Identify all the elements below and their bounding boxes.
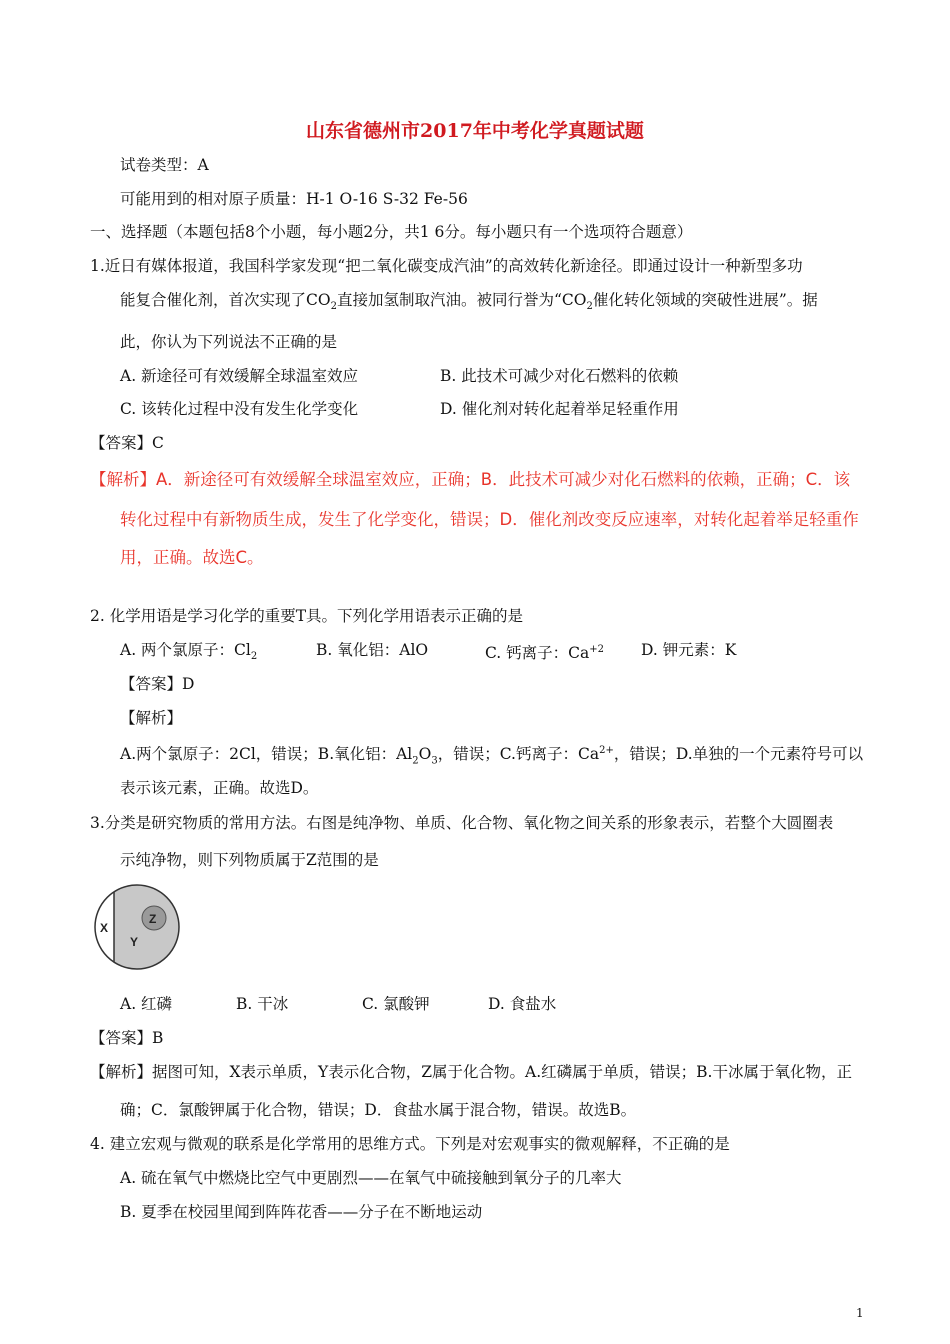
label-y: Y (130, 935, 139, 949)
section-heading: 一、选择题（本题包括8个小题，每小题2分，共1 6分。每小题只有一个选项符合题意） (90, 223, 693, 241)
q1-stem-line2: 能复合催化剂，首次实现了$CO_2$直接加氢制取汽油。被同行誉为“$CO_2$催化转化领域的突破性进展”。据 (120, 291, 818, 313)
atomic-masses: 可能用到的相对原子质量：H-1 O-16 S-32 Fe-56 (120, 190, 468, 208)
q1-option-d: D. 催化剂对转化起着举足轻重作用 (440, 400, 679, 418)
q1-stem-line3: 此，你认为下列说法不正确的是 (120, 333, 338, 351)
q3-stem-line2: 示纯净物，则下列物质属于Z范围的是 (120, 851, 379, 869)
q2-answer: 【答案】D (120, 675, 195, 693)
label-z: Z (149, 912, 157, 926)
q2-option-c: C. 钙离子：$Ca^{+2}$ (485, 644, 605, 663)
paper-type: 试卷类型：A (120, 156, 209, 174)
q1-option-b: B. 此技术可减少对化石燃料的依赖 (440, 367, 679, 385)
q1-option-c: C. 该转化过程中没有发生化学变化 (120, 400, 359, 418)
classification-diagram (92, 884, 182, 970)
q2-analysis-label: 【解析】 (120, 709, 183, 727)
label-x: X (100, 921, 109, 935)
q2-option-a: A. 两个氯原子：$Cl_2$ (120, 641, 258, 663)
q3-option-a: A. 红磷 (120, 995, 173, 1013)
q2-analysis-line1: A.两个氯原子：2Cl，错误；B.氧化铝：$Al_2O_3$，错误；C.钙离子：$Ca^{2+}$，错误；D.单独的一个元素符号可以 (120, 745, 864, 767)
q3-option-d: D. 食盐水 (488, 995, 557, 1013)
q1-option-a: A. 新途径可有效缓解全球温室效应 (120, 367, 359, 385)
q3-analysis-line2: 确；C．氯酸钾属于化合物，错误；D．食盐水属于混合物，错误。故选B。 (120, 1101, 637, 1119)
q1-analysis-line3: 用，正确。故选C。 (120, 548, 264, 567)
page-title: 山东省德州市2017年中考化学真题试题 (306, 120, 644, 142)
q3-option-c: C. 氯酸钾 (362, 995, 430, 1013)
q1-analysis-line1: 【解析】A．新途径可有效缓解全球温室效应，正确；B．此技术可减少对化石燃料的依赖，正确；C．该 (90, 470, 851, 489)
q2-analysis-line2: 表示该元素，正确。故选D。 (120, 779, 319, 797)
q4-option-b: B. 夏季在校园里闻到阵阵花香——分子在不断地运动 (120, 1203, 483, 1221)
q3-analysis-line1: 【解析】据图可知，X表示单质，Y表示化合物，Z属于化合物。A.红磷属于单质，错误；B.干冰属于氧化物，正 (90, 1063, 852, 1081)
q1-answer: 【答案】C (90, 434, 164, 452)
q2-option-b: B. 氧化铝：AlO (316, 641, 429, 659)
q3-stem-line1: 3.分类是研究物质的常用方法。右图是纯净物、单质、化合物、氧化物之间关系的形象表示，若整个大圆圈表 (90, 814, 834, 832)
q1-stem-line1: 1.近日有媒体报道，我国科学家发现“把二氧化碳变成汽油”的高效转化新途径。即通过设计一种新型多功 (90, 257, 803, 275)
q4-stem: 4. 建立宏观与微观的联系是化学常用的思维方式。下列是对宏观事实的微观解释，不正确的是 (90, 1135, 730, 1153)
q2-option-d: D. 钾元素：K (641, 641, 737, 659)
q3-option-b: B. 干冰 (236, 995, 289, 1013)
q3-answer: 【答案】B (90, 1029, 164, 1047)
page-number: 1 (856, 1306, 864, 1320)
q2-stem: 2. 化学用语是学习化学的重要T具。下列化学用语表示正确的是 (90, 607, 524, 625)
q1-analysis-line2: 转化过程中有新物质生成，发生了化学变化，错误；D．催化剂改变反应速率，对转化起着举足轻重作 (120, 510, 859, 529)
q4-option-a: A. 硫在氧气中燃烧比空气中更剧烈——在氧气中硫接触到氧分子的几率大 (120, 1169, 622, 1187)
